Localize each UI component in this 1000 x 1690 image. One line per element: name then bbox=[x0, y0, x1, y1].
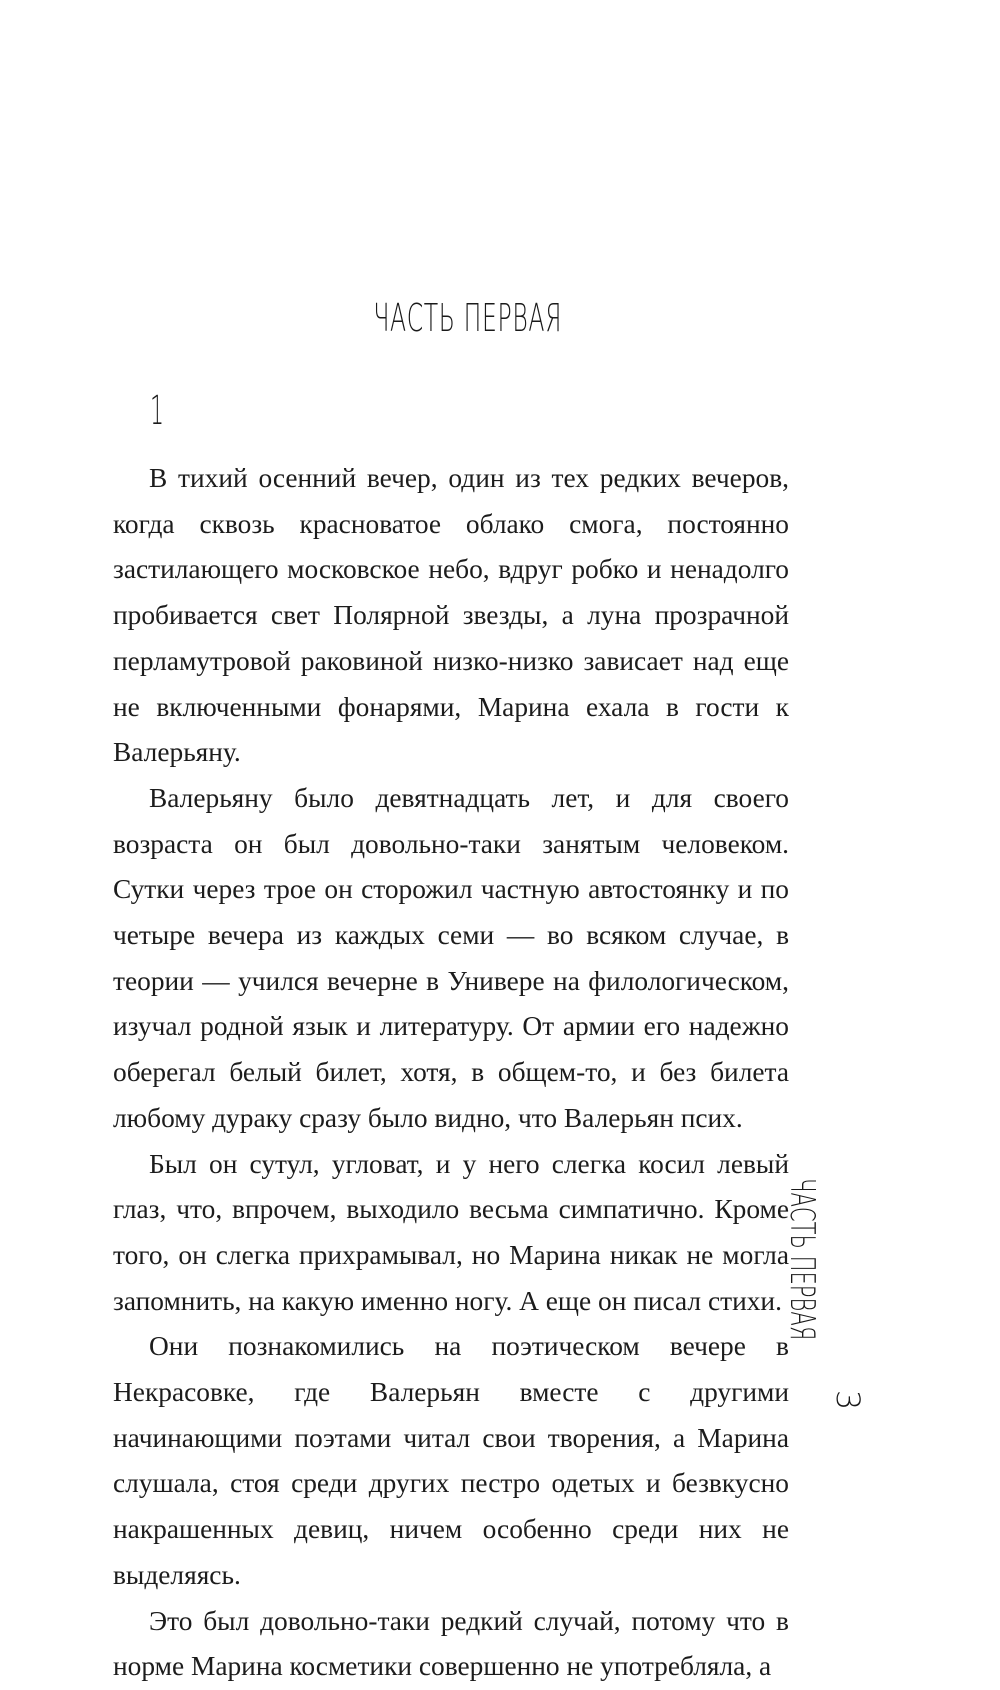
part-title: ЧАСТЬ ПЕРВАЯ bbox=[373, 296, 563, 340]
paragraph: В тихий осенний вечер, один из тех редких вечеров, когда сквозь красноватое облако смога, постоянно застилающего московское небо, вдруг робко и ненадолго пробивается свет Полярной звезды, а луна прозрачной перламутровой раковиной низко-низко зависает над еще не включенными фонарями, Марина ехала в гости к Валерьяну. bbox=[113, 463, 789, 768]
paragraph: Они познакомились на поэтическом вечере в Некрасовке, где Валерьян вместе с другими начинающими поэтами читал свои творения, а Марина слушала, стоя среди других пестро одетых и безвкусно накрашенных девиц, ничем особенно среди них не выделяясь. bbox=[113, 1331, 789, 1590]
page-number: 3 bbox=[829, 1389, 867, 1411]
paragraph: Это был довольно-таки редкий случай, потому что в норме Марина косметики совершенно не употребляла, а bbox=[113, 1605, 789, 1682]
chapter-number: 1 bbox=[150, 388, 164, 434]
body-text bbox=[113, 456, 789, 1690]
running-head bbox=[782, 1178, 822, 1478]
running-head-text: ЧАСТЬ ПЕРВАЯ bbox=[782, 1178, 822, 1341]
paragraph: Был он сутул, угловат, и у него слегка косил левый глаз, что, впрочем, выходило весьма симпатично. Кроме того, он слегка прихрамывал, но Марина никак не могла запомнить, на какую именно ногу. А еще он писал стихи. bbox=[113, 1148, 789, 1316]
paragraph: Валерьяну было девятнадцать лет, и для своего возраста он был довольно-таки занятым человеком. Сутки через трое он сторожил частную автостоянку и по четыре вечера из каждых семи — во всяком случае, в теории — учился вечерне в Универе на филологическом, изучал родной язык и литературу. От армии его надежно оберегал белый билет, хотя, в общем-то, и без билета любому дураку сразу было видно, что Валерьян псих. bbox=[113, 782, 789, 1133]
